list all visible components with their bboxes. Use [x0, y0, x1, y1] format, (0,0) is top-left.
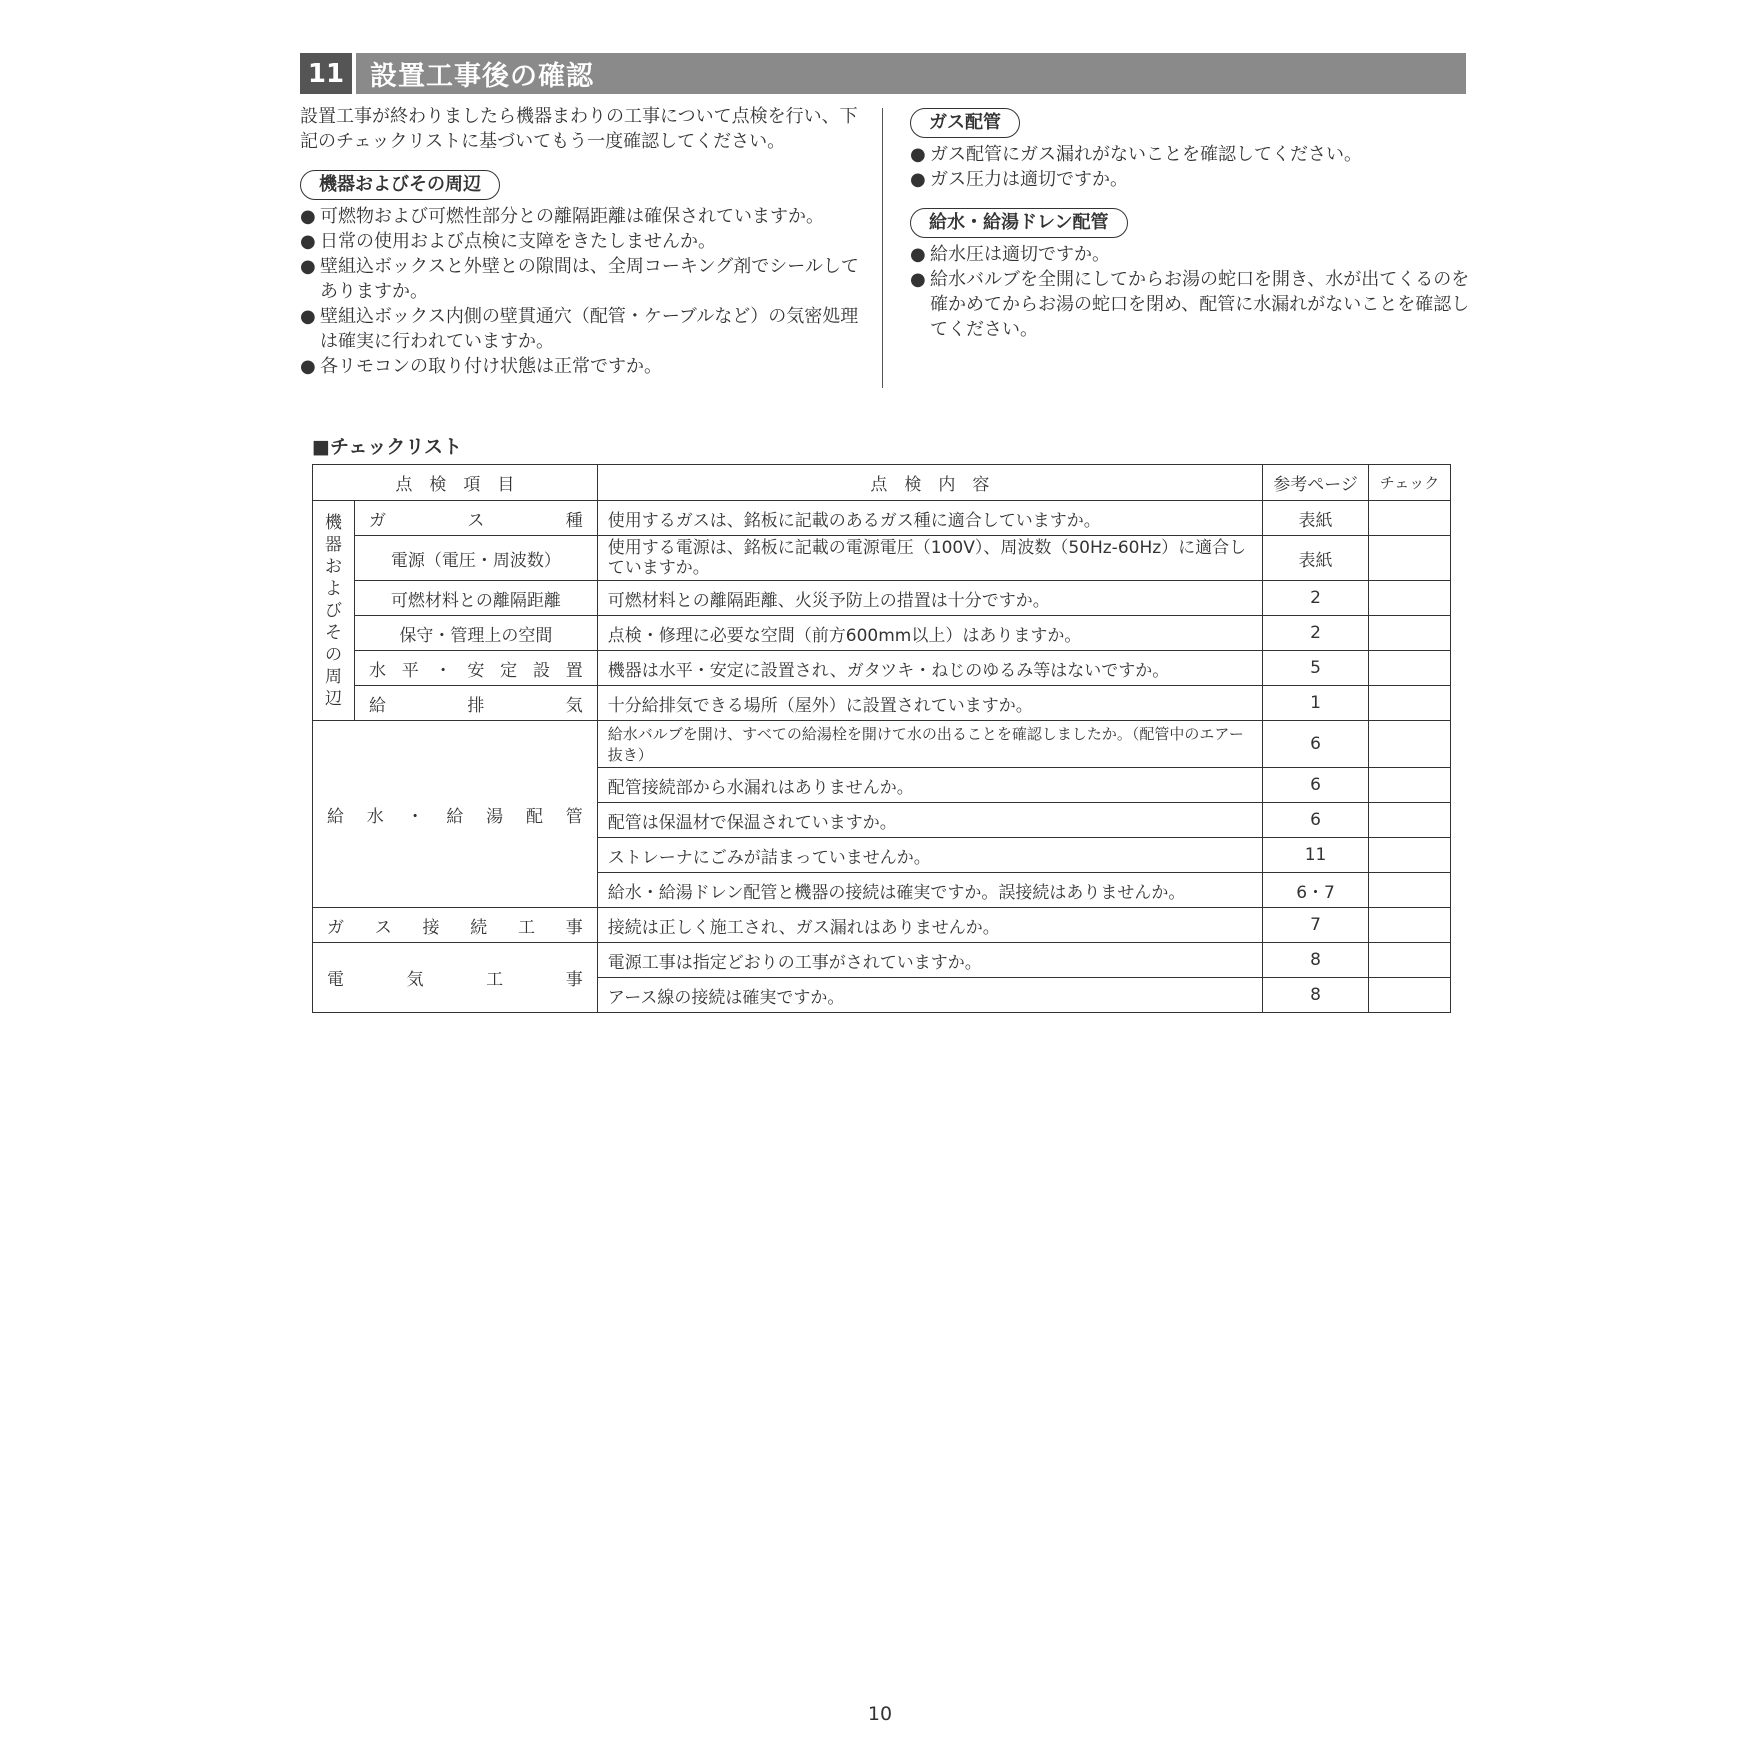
row-page: 2 [1263, 616, 1369, 651]
column-divider [882, 108, 883, 388]
row-content: アース線の接続は確実ですか。 [597, 978, 1262, 1013]
table-row [313, 536, 1451, 581]
header-content: 点 検 内 容 [597, 465, 1262, 501]
list-item: ● ガス圧力は適切ですか。 [910, 167, 1470, 192]
list-item: ● 日常の使用および点検に支障をきたしませんか。 [300, 229, 860, 254]
check-cell[interactable] [1369, 943, 1451, 978]
row-page: 8 [1263, 943, 1369, 978]
row-content: 電源工事は指定どおりの工事がされていますか。 [597, 943, 1262, 978]
row-content: 配管接続部から水漏れはありませんか。 [597, 768, 1262, 803]
row-page: 6 [1263, 803, 1369, 838]
header-item: 点 検 項 目 [313, 465, 598, 501]
table-row [313, 581, 1451, 616]
row-page: 表紙 [1263, 536, 1369, 581]
right-column [910, 108, 1470, 342]
row-item: 電源（電圧・周波数） [354, 536, 597, 581]
list-item: ● 給水圧は適切ですか。 [910, 242, 1470, 267]
section-header [300, 53, 1466, 94]
check-cell[interactable] [1369, 616, 1451, 651]
row-page: 6・7 [1263, 873, 1369, 908]
table-row [313, 651, 1451, 686]
check-cell[interactable] [1369, 838, 1451, 873]
row-content: 接続は正しく施工され、ガス漏れはありませんか。 [597, 908, 1262, 943]
list-item: ● 各リモコンの取り付け状態は正常ですか。 [300, 354, 860, 379]
row-content: 給水・給湯ドレン配管と機器の接続は確実ですか。誤接続はありませんか。 [597, 873, 1262, 908]
row-page: 11 [1263, 838, 1369, 873]
left-column [300, 104, 860, 379]
list-item: ● 壁組込ボックス内側の壁貫通穴（配管・ケーブルなど）の気密処理は確実に行われていますか。 [300, 304, 860, 354]
row-page: 6 [1263, 768, 1369, 803]
row-content: 給水バルブを開け、すべての給湯栓を開けて水の出ることを確認しましたか。（配管中のエアー抜き） [597, 721, 1262, 768]
row-item: ガ ス 種 [354, 501, 597, 536]
check-cell[interactable] [1369, 908, 1451, 943]
water-list [910, 242, 1470, 342]
surroundings-heading: 機器およびその周辺 [300, 170, 500, 200]
row-page: 8 [1263, 978, 1369, 1013]
check-cell[interactable] [1369, 501, 1451, 536]
row-page: 6 [1263, 721, 1369, 768]
row-content: 点検・修理に必要な空間（前方600mm以上）はありますか。 [597, 616, 1262, 651]
row-content: ストレーナにごみが詰まっていませんか。 [597, 838, 1262, 873]
row-content: 使用するガスは、銘板に記載のあるガス種に適合していますか。 [597, 501, 1262, 536]
check-cell[interactable] [1369, 978, 1451, 1013]
header-page: 参考ページ [1263, 465, 1369, 501]
check-cell[interactable] [1369, 536, 1451, 581]
row-item: 可燃材料との離隔距離 [354, 581, 597, 616]
surroundings-list [300, 204, 860, 379]
check-cell[interactable] [1369, 768, 1451, 803]
section-number: 11 [300, 53, 356, 94]
table-row [313, 721, 1451, 768]
header-check: チェック [1369, 465, 1451, 501]
list-item: ● 壁組込ボックスと外壁との隙間は、全周コーキング剤でシールしてありますか。 [300, 254, 860, 304]
intro-text: 設置工事が終わりましたら機器まわりの工事について点検を行い、下記のチェックリストに基づいてもう一度確認してください。 [300, 106, 858, 152]
row-content: 使用する電源は、銘板に記載の電源電圧（100V）、周波数（50Hz-60Hz）に適合していますか。 [597, 536, 1262, 581]
group-label-surroundings: 機 器 お よ び そ の 周 辺 [313, 501, 355, 721]
row-page: 7 [1263, 908, 1369, 943]
group-label-gas: ガス接続工事 [313, 908, 598, 943]
checklist-title: ■チェックリスト [312, 436, 463, 458]
checklist-table [312, 464, 1451, 1013]
list-item: ● ガス配管にガス漏れがないことを確認してください。 [910, 142, 1470, 167]
row-page: 1 [1263, 686, 1369, 721]
water-heading: 給水・給湯ドレン配管 [910, 208, 1128, 238]
group-label-electric: 電気工事 [313, 943, 598, 1013]
check-cell[interactable] [1369, 581, 1451, 616]
check-cell[interactable] [1369, 721, 1451, 768]
table-row [313, 616, 1451, 651]
check-cell[interactable] [1369, 651, 1451, 686]
list-item: ● 給水バルブを全開にしてからお湯の蛇口を開き、水が出てくるのを確かめてからお湯の蛇口を閉め、配管に水漏れがないことを確認してください。 [910, 267, 1470, 342]
row-page: 表紙 [1263, 501, 1369, 536]
table-header-row [313, 465, 1451, 501]
row-item: 水平・安定設置 [354, 651, 597, 686]
row-content: 配管は保温材で保温されていますか。 [597, 803, 1262, 838]
check-cell[interactable] [1369, 686, 1451, 721]
group-label-water: 給水・給湯配管 [313, 721, 598, 908]
row-item: 給 排 気 [354, 686, 597, 721]
gas-list [910, 142, 1470, 192]
table-row [313, 943, 1451, 978]
gas-heading: ガス配管 [910, 108, 1020, 138]
check-cell[interactable] [1369, 803, 1451, 838]
page-number: 10 [867, 1703, 893, 1725]
table-row [313, 501, 1451, 536]
section-title: 設置工事後の確認 [370, 61, 594, 92]
check-cell[interactable] [1369, 873, 1451, 908]
table-row [313, 686, 1451, 721]
list-item: ● 可燃物および可燃性部分との離隔距離は確保されていますか。 [300, 204, 860, 229]
row-content: 可燃材料との離隔距離、火災予防上の措置は十分ですか。 [597, 581, 1262, 616]
row-page: 2 [1263, 581, 1369, 616]
row-page: 5 [1263, 651, 1369, 686]
row-item: 保守・管理上の空間 [354, 616, 597, 651]
row-content: 十分給排気できる場所（屋外）に設置されていますか。 [597, 686, 1262, 721]
table-row [313, 908, 1451, 943]
row-content: 機器は水平・安定に設置され、ガタツキ・ねじのゆるみ等はないですか。 [597, 651, 1262, 686]
